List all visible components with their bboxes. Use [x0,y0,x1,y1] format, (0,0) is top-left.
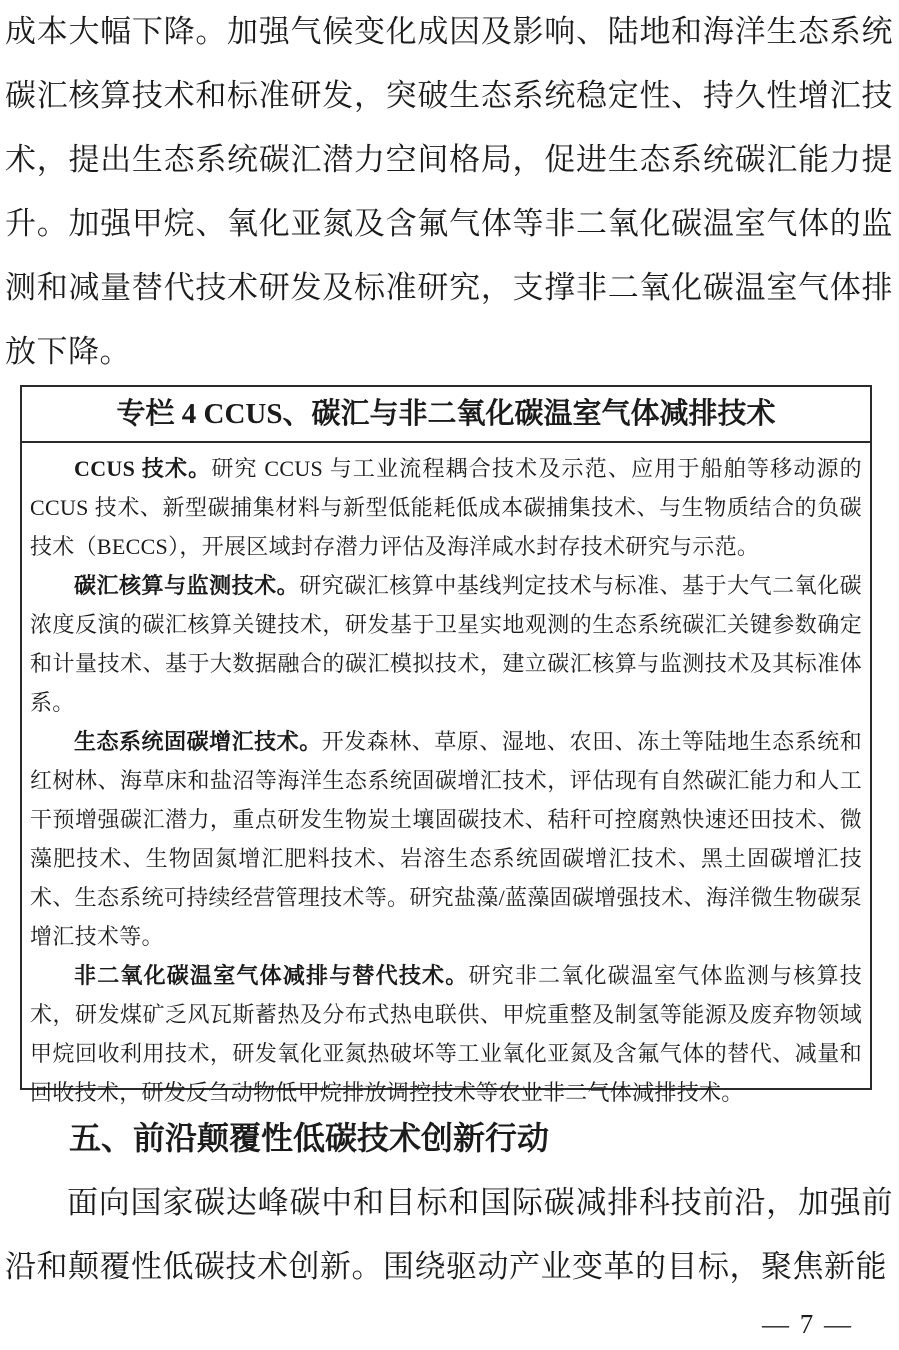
callout-paragraph-lead: 非二氧化碳温室气体减排与替代技术。 [74,963,469,988]
page-number: — 7 — [762,1309,853,1339]
callout-paragraph-lead: CCUS 技术。 [74,456,212,481]
callout-paragraph-carbon-sink-accounting [30,566,862,722]
callout-paragraph-body: 开发森林、草原、湿地、农田、冻土等陆地生态系统和红树林、海草床和盐沼等海洋生态系统固碳增汇技术，评估现有自然碳汇能力和人工干预增强碳汇潜力，重点研发生物炭土壤固碳技术、秸秆可控腐熟快速还田技术、微藻肥技术、生物固氮增汇肥料技术、岩溶生态系统固碳增汇技术、黑土固碳增汇技术、生态系统可持续经营管理技术等。研究盐藻/蓝藻固碳增强技术、海洋微生物碳泵增汇技术等。 [30,729,862,949]
callout-paragraph-lead: 碳汇核算与监测技术。 [74,573,300,598]
callout-box-content [22,443,870,1112]
callout-paragraph-ccus [30,449,862,566]
body-paragraph-continued: 成本大幅下降。加强气候变化成因及影响、陆地和海洋生态系统碳汇核算技术和标准研发，突破生态系统稳定性、持久性增汇技术，提出生态系统碳汇潜力空间格局，促进生态系统碳汇能力提升。加强甲烷、氧化亚氮及含氟气体等非二氧化碳温室气体的监测和减量替代技术研发及标准研究，支撑非二氧化碳温室气体排放下降。 [5,14,893,369]
callout-paragraph-non-co2-gases [30,956,862,1112]
callout-paragraph-ecosystem-sequestration [30,722,862,956]
callout-paragraph-lead: 生态系统固碳增汇技术。 [74,729,322,754]
section-heading: 五、前沿颠覆性低碳技术创新行动 [69,1120,550,1156]
callout-paragraph-body: 研究 CCUS 与工业流程耦合技术及示范、应用于船舶等移动源的 CCUS 技术、新型碳捕集材料与新型低能耗低成本碳捕集技术、与生物质结合的负碳技术（BECCS），开展区域封存潜力评估及海洋咸水封存技术研究与示范。 [30,456,862,559]
callout-paragraph-body: 研究碳汇核算中基线判定技术与标准、基于大气二氧化碳浓度反演的碳汇核算关键技术，研发基于卫星实地观测的生态系统碳汇关键参数确定和计量技术、基于大数据融合的碳汇模拟技术，建立碳汇核算与监测技术及其标准体系。 [30,573,862,715]
callout-box-title: 专栏 4 CCUS、碳汇与非二氧化碳温室气体减排技术 [22,387,870,443]
callout-box [20,385,872,1105]
callout-paragraph-body: 研究非二氧化碳温室气体监测与核算技术，研发煤矿乏风瓦斯蓄热及分布式热电联供、甲烷重整及制氢等能源及废弃物领域甲烷回收利用技术，研发氧化亚氮热破坏等工业氧化亚氮及含氟气体的替代、减量和回收技术，研发反刍动物低甲烷排放调控技术等农业非二气体减排技术。 [30,963,862,1105]
body-paragraph: 面向国家碳达峰碳中和目标和国际碳减排科技前沿，加强前沿和颠覆性低碳技术创新。围绕驱动产业变革的目标，聚焦新能 [5,1185,893,1284]
